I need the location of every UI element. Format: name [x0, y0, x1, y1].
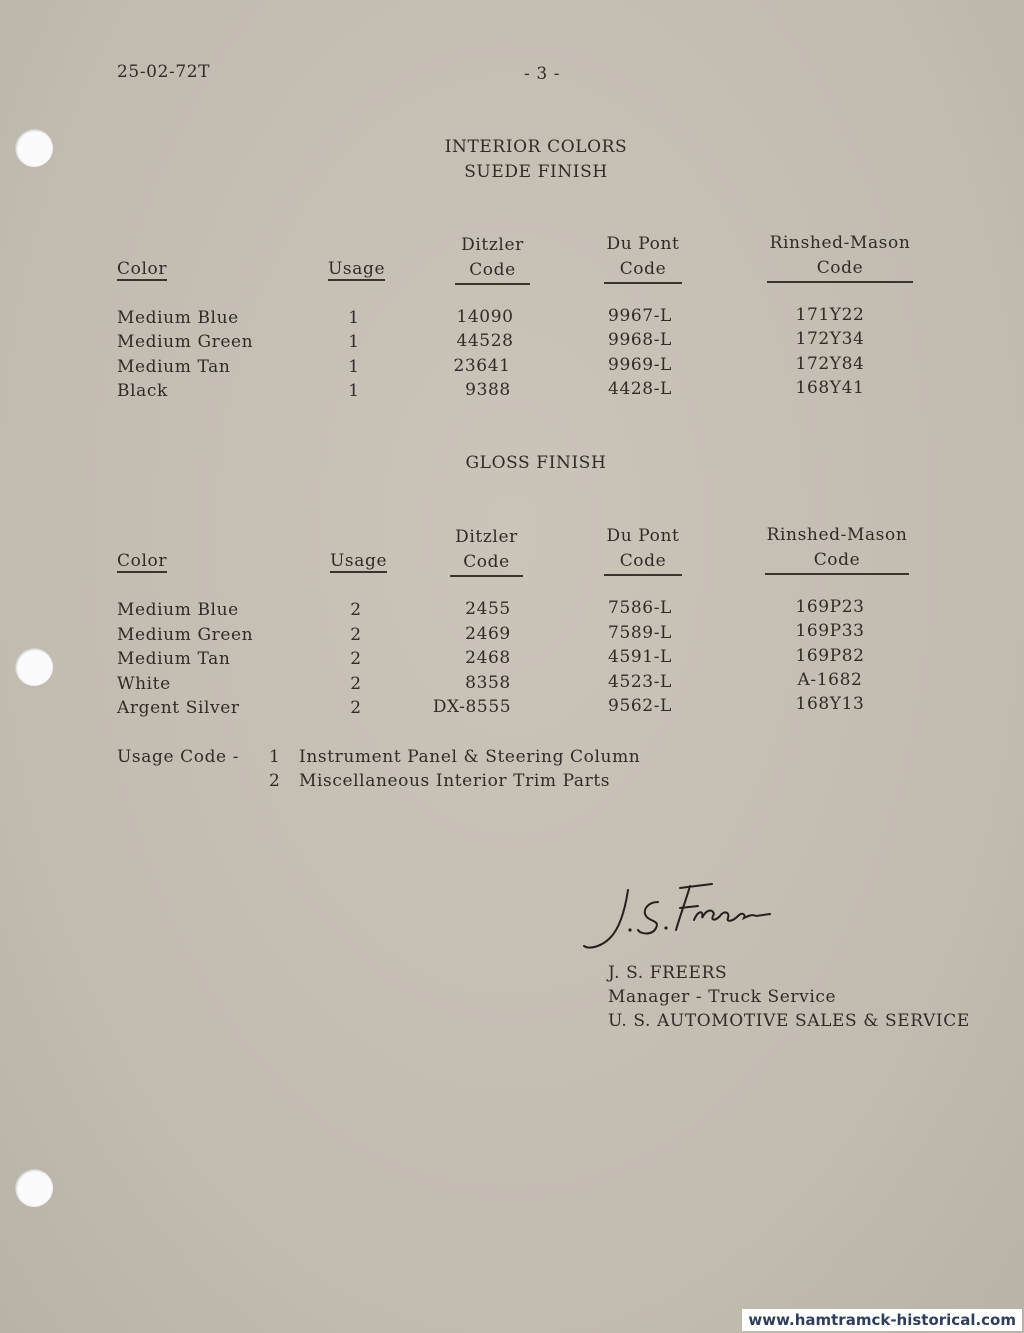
cell-ditzler: 2455 [465, 599, 511, 619]
cell-rinshed: 171Y22 [795, 305, 865, 325]
cell-dupont: 9562-L [608, 696, 672, 716]
cell-rinshed: A-1682 [797, 670, 863, 690]
cell-usage: 2 [350, 649, 362, 669]
cell-usage: 1 [348, 381, 360, 401]
usage-code-num-2: 2 [269, 771, 281, 791]
cell-dupont: 4428-L [608, 379, 672, 399]
punch-hole-top [15, 129, 53, 167]
header-ditzler-line1: Ditzler [455, 527, 518, 547]
website-watermark: www.hamtramck-historical.com [742, 1309, 1022, 1331]
cell-ditzler: 23641 [453, 356, 511, 376]
cell-rinshed: 169P82 [795, 646, 865, 666]
cell-dupont: 7589-L [608, 623, 672, 643]
cell-usage: 2 [350, 600, 362, 620]
cell-ditzler: 9388 [465, 380, 511, 400]
cell-dupont: 4523-L [608, 672, 672, 692]
header-rinshed-mason [765, 523, 909, 575]
header-color: Color [117, 259, 168, 279]
header-ditzler-line2: Code [450, 550, 523, 577]
usage-code-text-2: Miscellaneous Interior Trim Parts [299, 771, 611, 791]
cell-rinshed: 172Y84 [795, 354, 865, 374]
cell-dupont: 9967-L [608, 306, 672, 326]
signer-title: Manager - Truck Service [608, 987, 837, 1007]
header-dupont-line2: Code [604, 257, 682, 284]
header-rinshed-line1: Rinshed-Mason [766, 525, 908, 545]
cell-usage: 1 [348, 308, 360, 328]
header-usage: Usage [330, 551, 388, 571]
title-suede-finish: SUEDE FINISH [464, 162, 608, 182]
cell-rinshed: 172Y34 [795, 329, 865, 349]
usage-code-text-1: Instrument Panel & Steering Column [299, 747, 641, 767]
punch-hole-middle [15, 648, 53, 686]
header-ditzler-line1: Ditzler [461, 235, 524, 255]
cell-usage: 1 [348, 332, 360, 352]
cell-dupont: 9969-L [608, 355, 672, 375]
header-color: Color [117, 551, 168, 571]
header-dupont-line2: Code [604, 549, 682, 576]
header-ditzler-line2: Code [455, 258, 530, 285]
header-rinshed-line1: Rinshed-Mason [769, 233, 911, 253]
cell-usage: 1 [348, 357, 360, 377]
header-dupont [604, 524, 682, 576]
header-usage: Usage [328, 259, 386, 279]
header-rinshed-mason [767, 231, 913, 283]
handwritten-signature [580, 880, 780, 956]
page-number: - 3 - [524, 64, 561, 84]
cell-rinshed: 169P33 [795, 621, 865, 641]
header-dupont-line1: Du Pont [606, 526, 680, 546]
usage-code-label: Usage Code - [117, 747, 240, 767]
cell-color: Medium Tan [117, 649, 231, 669]
cell-color: Medium Blue [117, 308, 239, 328]
cell-color: Medium Blue [117, 600, 239, 620]
header-rinshed-line2: Code [765, 548, 909, 575]
cell-dupont: 9968-L [608, 330, 672, 350]
cell-color: Medium Tan [117, 357, 231, 377]
cell-ditzler: 14090 [456, 307, 514, 327]
cell-ditzler: 44528 [456, 331, 514, 351]
cell-usage: 2 [350, 625, 362, 645]
title-interior-colors: INTERIOR COLORS [444, 137, 628, 157]
cell-color: Black [117, 381, 168, 401]
cell-dupont: 4591-L [608, 647, 672, 667]
title-gloss-finish: GLOSS FINISH [465, 453, 607, 473]
header-dupont-line1: Du Pont [606, 234, 680, 254]
cell-rinshed: 168Y13 [795, 694, 865, 714]
cell-usage: 2 [350, 674, 362, 694]
usage-code-num-1: 1 [269, 747, 281, 767]
cell-dupont: 7586-L [608, 598, 672, 618]
cell-rinshed: 169P23 [795, 597, 865, 617]
cell-color: White [117, 674, 171, 694]
header-rinshed-line2: Code [767, 256, 913, 283]
punch-hole-bottom [15, 1169, 53, 1207]
cell-ditzler: 2469 [465, 624, 511, 644]
cell-color: Argent Silver [117, 698, 240, 718]
signer-name: J. S. FREERS [608, 963, 728, 983]
cell-color: Medium Green [117, 625, 254, 645]
header-ditzler [450, 525, 523, 577]
cell-ditzler: DX-8555 [432, 697, 512, 717]
cell-color: Medium Green [117, 332, 254, 352]
cell-ditzler: 2468 [465, 648, 511, 668]
document-number: 25-02-72T [117, 62, 211, 82]
signer-organization: U. S. AUTOMOTIVE SALES & SERVICE [608, 1011, 970, 1031]
cell-usage: 2 [350, 698, 362, 718]
cell-ditzler: 8358 [465, 673, 511, 693]
cell-rinshed: 168Y41 [795, 378, 865, 398]
header-dupont [604, 232, 682, 284]
header-ditzler [455, 233, 530, 285]
